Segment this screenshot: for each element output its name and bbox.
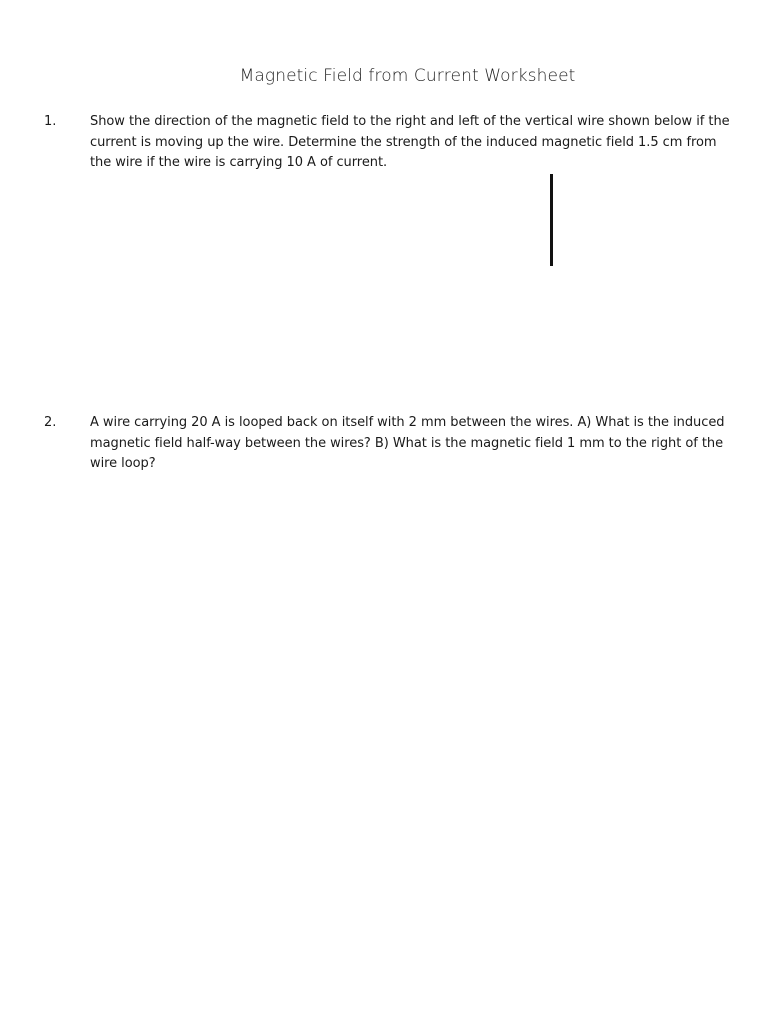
question-text: A wire carrying 20 A is looped back on itself with 2 mm between the wires. A) What is the induced magnetic field half-way between the wires? B) What is the magnetic field 1 mm to the right of the wire loop? [90, 415, 725, 471]
question-number: 1. [44, 114, 57, 129]
vertical-wire-diagram [550, 174, 553, 266]
worksheet-title: Magnetic Field from Current Worksheet [239, 66, 576, 86]
question-text: Show the direction of the magnetic field to the right and left of the vertical wire shown below if the current is moving up the wire. Determine the strength of the induced magnetic field 1.5 cm from the wire if the wire is carrying 10 A of current. [90, 114, 730, 170]
question-number: 2. [44, 415, 57, 430]
